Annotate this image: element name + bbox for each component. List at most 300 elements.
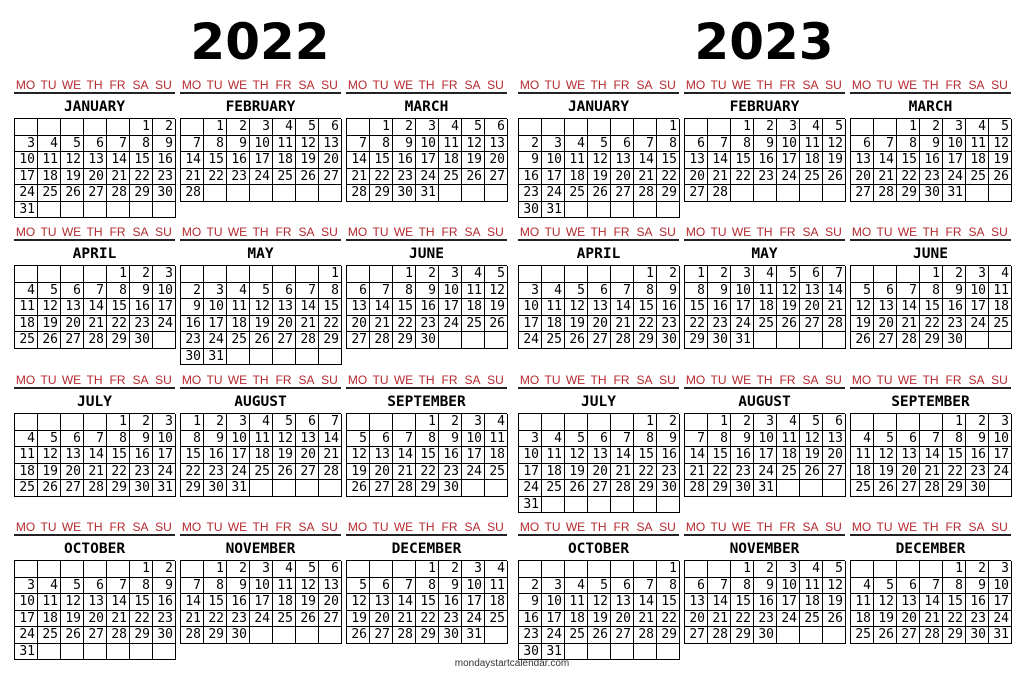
- day-cell: 17: [153, 447, 176, 464]
- day-cell: 28: [634, 627, 657, 644]
- day-cell: 19: [61, 611, 84, 628]
- weekday-label: MO: [15, 225, 36, 239]
- day-cell: 4: [851, 578, 874, 595]
- weekday-label: WE: [897, 520, 918, 534]
- day-cell: 29: [393, 332, 416, 349]
- day-cell: 12: [874, 594, 897, 611]
- year-title-2022: 2022: [190, 13, 330, 71]
- weekday-label: MO: [181, 520, 202, 534]
- day-cell: 12: [851, 299, 874, 316]
- day-cell: [462, 185, 485, 202]
- day-cell: 30: [227, 627, 250, 644]
- day-cell: 17: [966, 299, 989, 316]
- month-april-2023: [518, 224, 679, 349]
- day-cell: 14: [685, 447, 708, 464]
- day-cell: 29: [943, 480, 966, 497]
- day-cell: 21: [370, 316, 393, 333]
- day-cell: 9: [966, 431, 989, 448]
- day-cell: [153, 332, 176, 349]
- weekday-label: TU: [40, 520, 57, 534]
- weekday-label: SA: [464, 78, 481, 92]
- day-cell: 30: [966, 480, 989, 497]
- day-cell: 18: [485, 594, 508, 611]
- day-cell: 16: [966, 447, 989, 464]
- day-cell: 17: [542, 169, 565, 186]
- day-cell: 17: [462, 447, 485, 464]
- weekday-header: [180, 224, 341, 241]
- day-cell: 5: [874, 578, 897, 595]
- weekday-label: MO: [685, 78, 706, 92]
- weekday-label: SA: [132, 78, 149, 92]
- day-cell: 2: [966, 561, 989, 578]
- day-cell: 19: [296, 594, 319, 611]
- day-cell: 22: [107, 316, 130, 333]
- day-cell: [588, 561, 611, 578]
- day-cell: [439, 332, 462, 349]
- day-cell: 17: [462, 594, 485, 611]
- day-cell: 15: [731, 594, 754, 611]
- day-cell: 2: [731, 414, 754, 431]
- day-cell: 20: [897, 464, 920, 481]
- day-cell: 29: [897, 185, 920, 202]
- weekday-label: WE: [61, 225, 82, 239]
- day-cell: 2: [754, 561, 777, 578]
- day-cell: 20: [84, 611, 107, 628]
- day-cell: [897, 266, 920, 283]
- day-cell: 5: [462, 119, 485, 136]
- day-cell: 3: [462, 414, 485, 431]
- day-cell: [347, 561, 370, 578]
- day-cell: 13: [611, 152, 634, 169]
- day-cell: 6: [588, 283, 611, 300]
- day-cell: 23: [227, 169, 250, 186]
- day-cell: 6: [685, 578, 708, 595]
- day-cell: [319, 349, 342, 366]
- day-cell: 24: [754, 464, 777, 481]
- month-march-2023: [850, 77, 1011, 202]
- day-cell: 25: [485, 464, 508, 481]
- day-cell: 13: [296, 431, 319, 448]
- day-cell: 21: [393, 611, 416, 628]
- month-name: DECEMBER: [850, 536, 1011, 561]
- weekday-label: FR: [945, 373, 962, 387]
- day-cell: 30: [519, 644, 542, 661]
- day-cell: 11: [754, 283, 777, 300]
- day-cell: 30: [657, 332, 680, 349]
- day-cell: 3: [227, 414, 250, 431]
- day-cell: 24: [542, 185, 565, 202]
- day-cell: 7: [708, 136, 731, 153]
- day-cell: 3: [15, 578, 38, 595]
- weekday-label: WE: [565, 520, 586, 534]
- day-cell: 20: [611, 611, 634, 628]
- day-cell: 15: [130, 152, 153, 169]
- weekday-header: [180, 372, 341, 389]
- day-cell: 5: [565, 283, 588, 300]
- day-cell: 9: [227, 136, 250, 153]
- day-cell: 6: [611, 136, 634, 153]
- day-cell: 23: [439, 611, 462, 628]
- day-cell: 5: [296, 561, 319, 578]
- weekday-label: SU: [487, 373, 504, 387]
- weekday-label: TU: [710, 78, 727, 92]
- day-cell: [874, 414, 897, 431]
- day-cell: 11: [15, 447, 38, 464]
- day-cell: 15: [920, 299, 943, 316]
- day-cell: [370, 561, 393, 578]
- day-cell: 28: [393, 480, 416, 497]
- day-cell: 7: [874, 136, 897, 153]
- day-cell: 26: [874, 480, 897, 497]
- day-cell: 20: [851, 169, 874, 186]
- day-cell: 1: [897, 119, 920, 136]
- day-cell: 15: [130, 594, 153, 611]
- day-cell: 20: [319, 594, 342, 611]
- day-cell: 15: [204, 594, 227, 611]
- month-november-2022: [180, 519, 341, 644]
- day-cell: 1: [943, 561, 966, 578]
- day-cell: 14: [347, 152, 370, 169]
- day-cell: [800, 332, 823, 349]
- day-cell: [273, 480, 296, 497]
- day-cell: 4: [966, 119, 989, 136]
- day-cell: [685, 561, 708, 578]
- day-cell: [874, 119, 897, 136]
- day-cell: 7: [920, 431, 943, 448]
- day-cell: 29: [657, 627, 680, 644]
- weekday-label: TU: [40, 225, 57, 239]
- day-cell: 30: [657, 480, 680, 497]
- day-cell: 27: [611, 185, 634, 202]
- day-cell: 15: [685, 299, 708, 316]
- day-cell: 26: [61, 627, 84, 644]
- day-cell: 26: [823, 169, 846, 186]
- day-cell: [61, 119, 84, 136]
- day-cell: 15: [416, 447, 439, 464]
- day-cell: 25: [250, 464, 273, 481]
- day-cell: 17: [731, 299, 754, 316]
- day-cell: 24: [542, 627, 565, 644]
- weekday-label: FR: [441, 373, 458, 387]
- day-cell: 19: [61, 169, 84, 186]
- day-cell: 25: [462, 316, 485, 333]
- day-cell: 6: [84, 578, 107, 595]
- day-cell: 23: [439, 464, 462, 481]
- weekday-label: TU: [710, 225, 727, 239]
- day-cell: 19: [347, 464, 370, 481]
- day-cell: [823, 480, 846, 497]
- day-cell: 2: [943, 266, 966, 283]
- day-cell: 6: [800, 266, 823, 283]
- day-grid: [850, 414, 1011, 497]
- day-cell: 18: [439, 152, 462, 169]
- day-cell: 13: [273, 299, 296, 316]
- day-cell: 18: [777, 447, 800, 464]
- weekday-label: WE: [731, 78, 752, 92]
- day-cell: 17: [153, 299, 176, 316]
- day-cell: 1: [370, 119, 393, 136]
- day-cell: 31: [227, 480, 250, 497]
- day-cell: [107, 561, 130, 578]
- month-february-2023: [684, 77, 845, 202]
- day-cell: 2: [130, 266, 153, 283]
- weekday-label: SA: [132, 225, 149, 239]
- day-grid: [14, 266, 175, 349]
- day-cell: 26: [273, 464, 296, 481]
- day-cell: 18: [565, 169, 588, 186]
- day-cell: 9: [130, 283, 153, 300]
- day-cell: 24: [227, 464, 250, 481]
- weekday-label: MO: [15, 373, 36, 387]
- day-cell: 15: [657, 152, 680, 169]
- day-cell: 1: [319, 266, 342, 283]
- month-name: OCTOBER: [518, 536, 679, 561]
- day-cell: 9: [439, 578, 462, 595]
- day-cell: 20: [61, 316, 84, 333]
- day-cell: [181, 266, 204, 283]
- day-cell: [542, 561, 565, 578]
- day-cell: 15: [181, 447, 204, 464]
- weekday-label: TH: [86, 78, 103, 92]
- day-cell: 25: [273, 169, 296, 186]
- day-cell: 3: [439, 266, 462, 283]
- day-cell: 24: [989, 611, 1012, 628]
- day-cell: [439, 185, 462, 202]
- day-cell: 28: [347, 185, 370, 202]
- day-cell: 10: [777, 136, 800, 153]
- day-cell: 21: [84, 316, 107, 333]
- day-cell: [777, 332, 800, 349]
- day-cell: [611, 119, 634, 136]
- month-name: AUGUST: [684, 389, 845, 414]
- day-cell: 4: [485, 561, 508, 578]
- weekday-label: SU: [321, 225, 338, 239]
- day-cell: 25: [565, 627, 588, 644]
- day-cell: 4: [542, 431, 565, 448]
- day-cell: 7: [319, 414, 342, 431]
- weekday-label: SU: [487, 78, 504, 92]
- day-cell: 31: [15, 202, 38, 219]
- day-cell: 18: [542, 464, 565, 481]
- day-cell: 12: [800, 431, 823, 448]
- weekday-label: SA: [298, 373, 315, 387]
- day-cell: 15: [634, 447, 657, 464]
- day-cell: 7: [107, 578, 130, 595]
- day-cell: 14: [634, 152, 657, 169]
- day-cell: 17: [204, 316, 227, 333]
- day-cell: 8: [204, 578, 227, 595]
- day-cell: [754, 332, 777, 349]
- weekday-label: MO: [15, 520, 36, 534]
- day-cell: 11: [273, 136, 296, 153]
- day-cell: 16: [920, 152, 943, 169]
- day-cell: [393, 561, 416, 578]
- day-cell: 27: [800, 316, 823, 333]
- day-cell: 11: [565, 594, 588, 611]
- day-cell: 24: [204, 332, 227, 349]
- weekday-label: TH: [418, 373, 435, 387]
- day-cell: 31: [204, 349, 227, 366]
- weekday-label: MO: [851, 225, 872, 239]
- day-cell: 18: [851, 611, 874, 628]
- day-cell: 13: [319, 578, 342, 595]
- month-name: APRIL: [518, 241, 679, 266]
- day-cell: 10: [153, 283, 176, 300]
- day-cell: 12: [485, 283, 508, 300]
- day-cell: 30: [153, 627, 176, 644]
- day-cell: 23: [519, 185, 542, 202]
- day-cell: 31: [542, 202, 565, 219]
- day-cell: 10: [462, 578, 485, 595]
- weekday-label: SA: [802, 225, 819, 239]
- day-cell: 5: [250, 283, 273, 300]
- day-cell: 8: [657, 578, 680, 595]
- month-name: MAY: [180, 241, 341, 266]
- day-cell: [777, 185, 800, 202]
- day-cell: 15: [204, 152, 227, 169]
- day-cell: 24: [519, 480, 542, 497]
- day-cell: 20: [588, 464, 611, 481]
- day-cell: 28: [611, 332, 634, 349]
- day-cell: 20: [370, 611, 393, 628]
- day-cell: 21: [708, 169, 731, 186]
- day-grid: [180, 266, 341, 365]
- day-cell: [15, 119, 38, 136]
- weekday-label: MO: [519, 78, 540, 92]
- weekday-label: SU: [659, 373, 676, 387]
- day-cell: 6: [370, 578, 393, 595]
- day-cell: 14: [393, 447, 416, 464]
- day-cell: 23: [754, 169, 777, 186]
- day-cell: 1: [107, 266, 130, 283]
- day-cell: 12: [588, 152, 611, 169]
- day-cell: 29: [920, 332, 943, 349]
- day-cell: 17: [15, 611, 38, 628]
- day-cell: 26: [989, 169, 1012, 186]
- day-cell: 14: [370, 299, 393, 316]
- day-cell: 26: [38, 480, 61, 497]
- weekday-label: TH: [418, 225, 435, 239]
- day-cell: 5: [588, 136, 611, 153]
- weekday-label: SA: [298, 78, 315, 92]
- day-cell: 18: [966, 152, 989, 169]
- day-cell: 17: [542, 611, 565, 628]
- weekday-label: WE: [61, 520, 82, 534]
- day-cell: 6: [823, 414, 846, 431]
- day-cell: 19: [250, 316, 273, 333]
- day-cell: 6: [347, 283, 370, 300]
- day-cell: 13: [370, 594, 393, 611]
- day-cell: 10: [519, 447, 542, 464]
- day-cell: 26: [823, 611, 846, 628]
- day-cell: [542, 119, 565, 136]
- month-august-2022: [180, 372, 341, 497]
- day-cell: 22: [897, 169, 920, 186]
- weekday-label: SU: [487, 225, 504, 239]
- weekday-label: SA: [464, 520, 481, 534]
- day-cell: 20: [685, 611, 708, 628]
- weekday-label: TU: [876, 373, 893, 387]
- day-cell: 24: [250, 169, 273, 186]
- day-cell: 24: [966, 316, 989, 333]
- day-cell: 12: [565, 447, 588, 464]
- day-cell: 25: [15, 332, 38, 349]
- day-cell: 2: [708, 266, 731, 283]
- day-cell: 27: [296, 464, 319, 481]
- weekday-header: [518, 372, 679, 389]
- day-cell: 1: [685, 266, 708, 283]
- day-cell: 25: [542, 332, 565, 349]
- day-cell: 13: [874, 299, 897, 316]
- day-cell: 4: [250, 414, 273, 431]
- day-cell: 28: [634, 185, 657, 202]
- weekday-label: TH: [922, 225, 939, 239]
- day-cell: 28: [920, 480, 943, 497]
- day-cell: 18: [15, 316, 38, 333]
- day-cell: [15, 414, 38, 431]
- day-cell: [296, 349, 319, 366]
- weekday-label: MO: [851, 373, 872, 387]
- weekday-label: WE: [565, 78, 586, 92]
- weekday-label: MO: [851, 520, 872, 534]
- day-cell: 8: [943, 431, 966, 448]
- day-cell: 22: [107, 464, 130, 481]
- weekday-label: FR: [945, 225, 962, 239]
- day-cell: 19: [565, 464, 588, 481]
- day-cell: 25: [565, 185, 588, 202]
- month-february-2022: [180, 77, 341, 202]
- day-cell: 30: [754, 627, 777, 644]
- day-cell: [634, 561, 657, 578]
- day-cell: 29: [634, 480, 657, 497]
- day-cell: 7: [347, 136, 370, 153]
- day-cell: [15, 266, 38, 283]
- day-cell: [84, 414, 107, 431]
- day-cell: 3: [943, 119, 966, 136]
- day-cell: 18: [15, 464, 38, 481]
- day-cell: [823, 332, 846, 349]
- day-cell: 27: [84, 627, 107, 644]
- day-cell: 28: [181, 627, 204, 644]
- day-cell: 24: [943, 169, 966, 186]
- weekday-label: FR: [613, 78, 630, 92]
- day-cell: 29: [657, 185, 680, 202]
- day-cell: 5: [347, 431, 370, 448]
- day-cell: 29: [416, 480, 439, 497]
- day-cell: 30: [416, 332, 439, 349]
- day-cell: [38, 119, 61, 136]
- day-cell: 5: [588, 578, 611, 595]
- day-cell: 31: [943, 185, 966, 202]
- weekday-header: [684, 77, 845, 94]
- day-cell: 17: [777, 594, 800, 611]
- day-cell: 18: [754, 299, 777, 316]
- day-cell: [296, 627, 319, 644]
- day-cell: [61, 202, 84, 219]
- day-cell: 4: [542, 283, 565, 300]
- day-cell: 14: [181, 152, 204, 169]
- day-cell: 2: [227, 561, 250, 578]
- day-cell: 22: [416, 611, 439, 628]
- day-cell: 20: [874, 316, 897, 333]
- day-cell: 31: [731, 332, 754, 349]
- weekday-label: SA: [636, 520, 653, 534]
- day-cell: 20: [588, 316, 611, 333]
- day-cell: 3: [754, 414, 777, 431]
- day-cell: 13: [851, 152, 874, 169]
- day-cell: 6: [296, 414, 319, 431]
- day-cell: 7: [685, 431, 708, 448]
